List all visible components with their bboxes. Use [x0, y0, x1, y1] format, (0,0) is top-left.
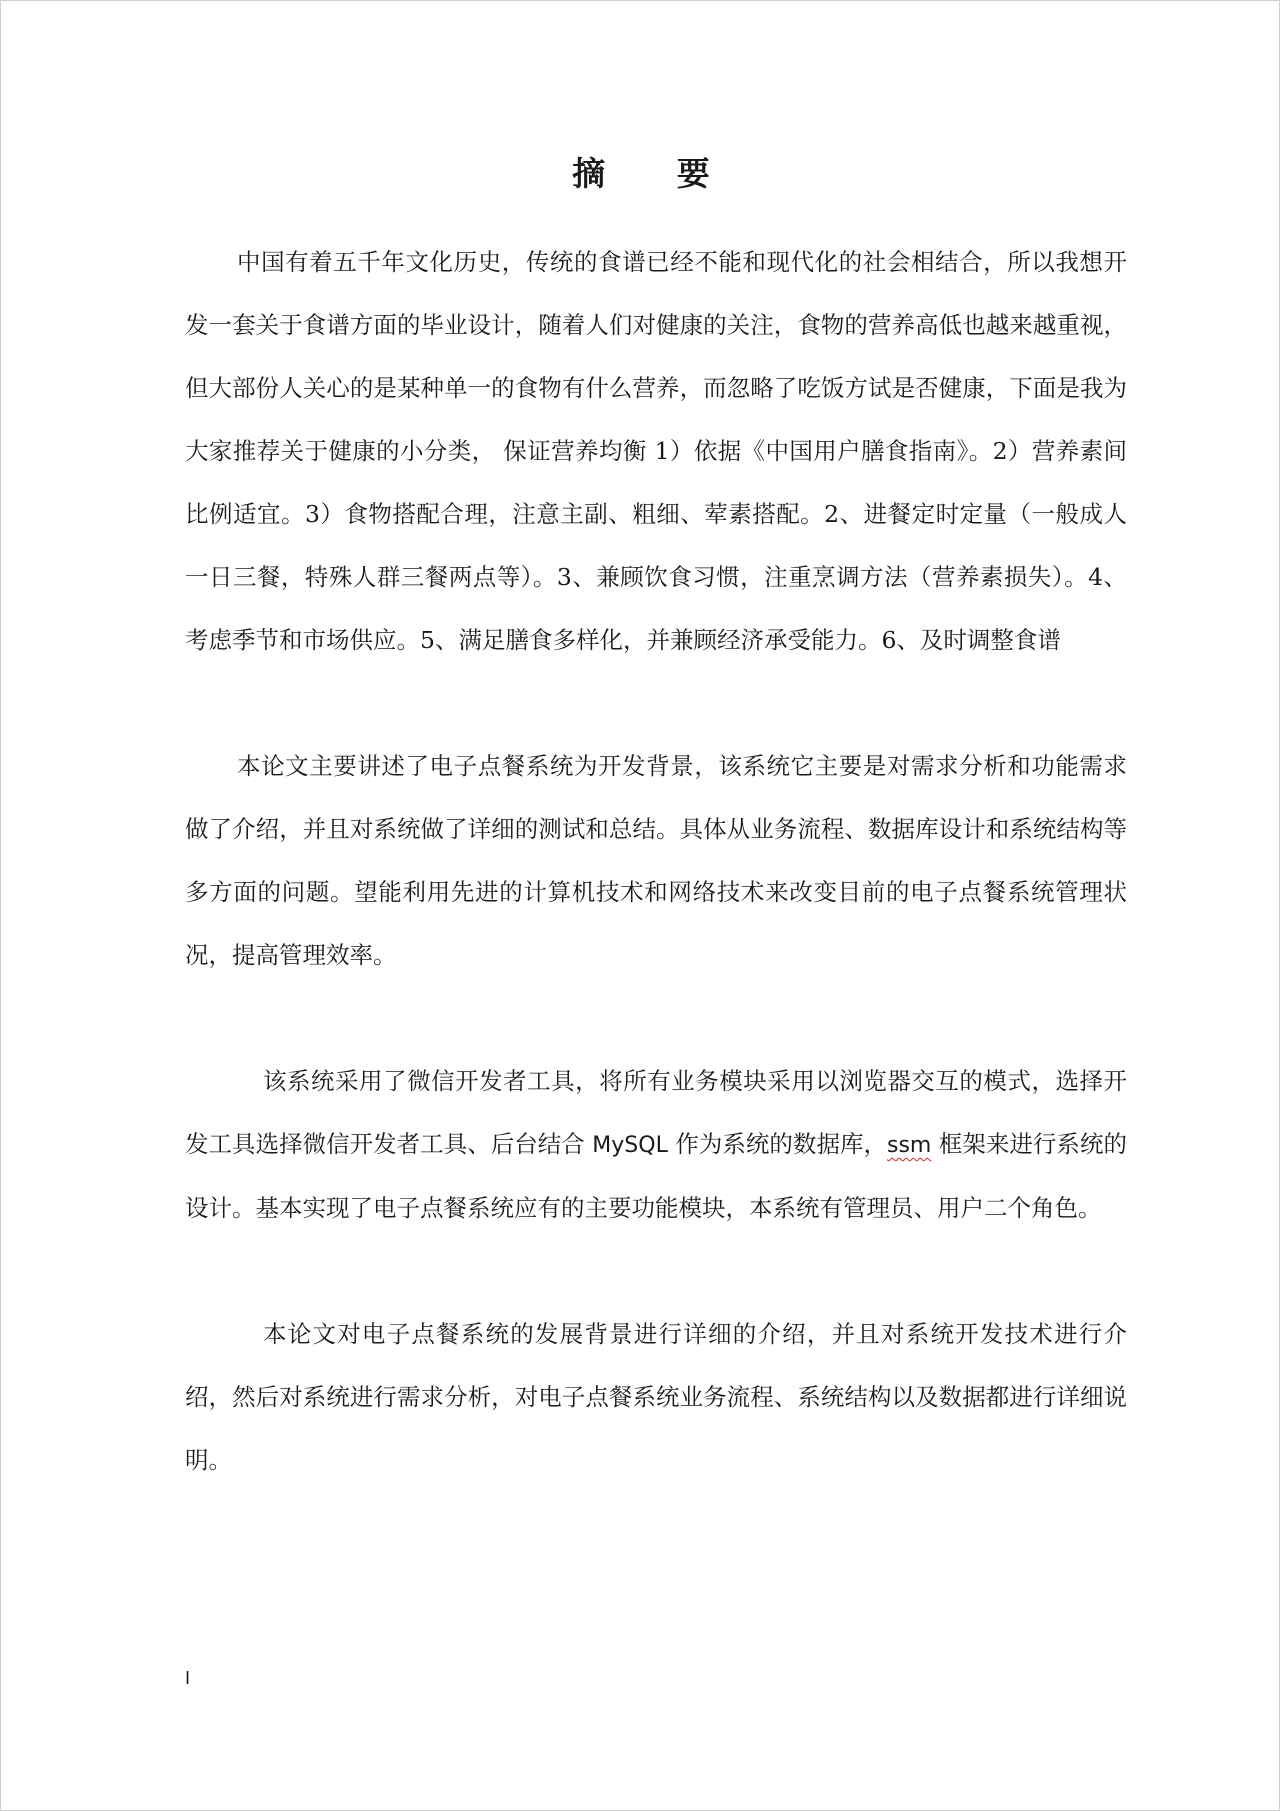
ssm-term: ssm: [887, 1133, 932, 1158]
paragraph-background: 中国有着五千年文化历史，传统的食谱已经不能和现代化的社会相结合，所以我想开发一套关于食谱方面的毕业设计，随着人们对健康的关注，食物的营养高低也越来越重视，但大部份人关心的是某种单一的食物有什么营养，而忽略了吃饭方试是否健康，下面是我为大家推荐关于健康的小分类， 保证营养均衡 1）依据《中国用户膳食指南》。2）营养素间比例适宜。3）食物搭配合理，注意主副、粗细、荤素搭配。2、进餐定时定量（一般成人一日三餐，特殊人群三餐两点等）。3、兼顾饮食习惯，注重烹调方法（营养素损失）。4、考虑季节和市场供应。5、满足膳食多样化，并兼顾经济承受能力。6、及时调整食谱: [185, 248, 1127, 654]
abstract-title: 摘 要: [572, 154, 740, 193]
page-number: I: [185, 1668, 191, 1688]
paragraph-technology: [185, 1050, 1127, 1240]
paragraph-summary: 本论文对电子点餐系统的发展背景进行详细的介绍，并且对系统开发技术进行介绍，然后对系统进行需求分析，对电子点餐系统业务流程、系统结构以及数据都进行详细说明。: [185, 1320, 1127, 1474]
paragraph-overview: 本论文主要讲述了电子点餐系统为开发背景，该系统它主要是对需求分析和功能需求做了介绍，并且对系统做了详细的测试和总结。具体从业务流程、数据库设计和系统结构等多方面的问题。望能利用先进的计算机技术和网络技术来改变目前的电子点餐系统管理状况，提高管理效率。: [185, 752, 1127, 969]
paragraph-spacer: [185, 672, 1127, 735]
technology-text-part3: 框架来进行系统的设计。基本实现了电子点餐系统应有的主要功能模块，本系统有管理员、用户二个角色。: [185, 1130, 1127, 1222]
mysql-term: MySQL: [592, 1133, 668, 1158]
paragraph-spacer: [185, 987, 1127, 1050]
technology-text-part1: 该系统采用了微信开发者工具，将所有业务模块采用以浏览器交互的模式，选择开发工具选择微信开发者工具、后台结合: [185, 1067, 1127, 1158]
technology-text-part2: 作为系统的数据库，: [667, 1130, 887, 1158]
abstract-body: [185, 231, 1127, 1492]
paragraph-spacer: [185, 1240, 1127, 1303]
